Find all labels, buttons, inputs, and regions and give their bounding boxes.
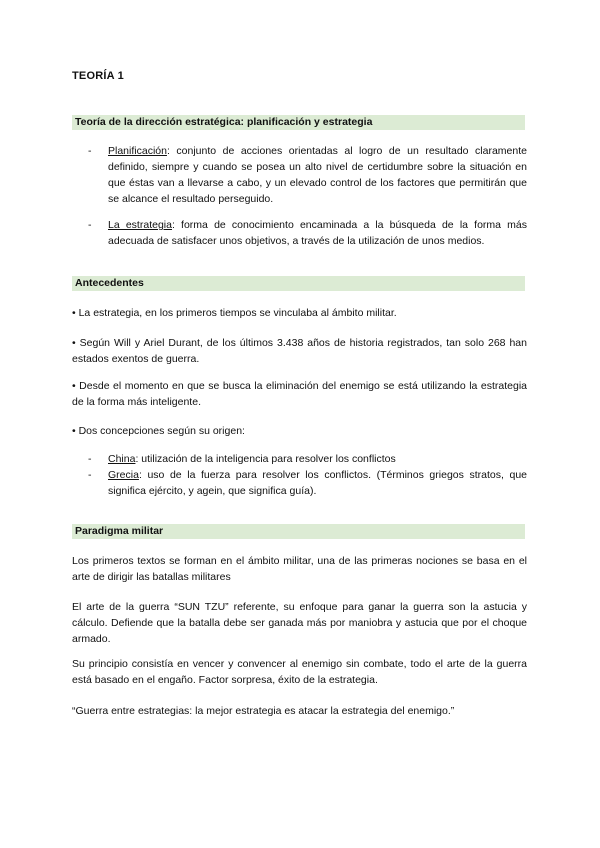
bullet-paragraph: • Dos concepciones según su origen: [72, 425, 245, 437]
document-title: TEORÍA 1 [72, 70, 124, 82]
definition-body [108, 217, 527, 249]
origin-item-china [88, 451, 527, 467]
origin-text: : utilización de la inteligencia para resolver los conflictos [135, 453, 396, 465]
definition-item-planificacion [88, 143, 527, 207]
origin-text: : uso de la fuerza para resolver los conflictos. (Términos griegos stratos, que significa ejército, y agein, que significa guía). [108, 469, 527, 497]
origin-item-grecia [88, 467, 527, 499]
definition-term: La estrategia [108, 219, 172, 231]
section-heading-paradigma: Paradigma militar [72, 524, 525, 539]
definition-text: : forma de conocimiento encaminada a la búsqueda de la forma más adecuada de satisfacer unos objetivos, a través de la utilización de unos medios. [108, 219, 527, 247]
origin-body [108, 451, 527, 467]
dash-marker: - [88, 145, 92, 157]
definition-term: Planificación [108, 145, 167, 157]
definition-text: : conjunto de acciones orientadas al logro de un resultado claramente definido, siempre y cuando se posea un alto nivel de certidumbre sobre la situación en que éstas van a llevarse a cabo, y un elevado control de los factores que permitirán que se alcance el resultado perseguido. [108, 145, 527, 205]
quote-paragraph: “Guerra entre estrategias: la mejor estrategia es atacar la estrategia del enemigo.” [72, 705, 455, 717]
bullet-paragraph: • La estrategia, en los primeros tiempos se vinculaba al ámbito militar. [72, 307, 397, 319]
dash-marker: - [88, 219, 92, 231]
section-heading-teoria: Teoría de la dirección estratégica: planificación y estrategia [72, 115, 525, 130]
origin-term: China [108, 453, 136, 465]
body-paragraph: El arte de la guerra “SUN TZU” referente, su enfoque para ganar la guerra son la astucia y cálculo. Defiende que la batalla debe ser ganada más por maniobra y astucia que por el choque armado. [72, 601, 527, 645]
bullet-paragraph: • Según Will y Ariel Durant, de los últimos 3.438 años de historia registrados, tan solo 268 han estados exentos de guerra. [72, 337, 527, 365]
bullet-paragraph: • Desde el momento en que se busca la eliminación del enemigo se está utilizando la estrategia de la forma más inteligente. [72, 380, 527, 408]
origin-body [108, 467, 527, 499]
dash-marker: - [88, 453, 92, 465]
dash-marker: - [88, 469, 92, 481]
origin-term: Grecia [108, 469, 139, 481]
section-heading-antecedentes: Antecedentes [72, 276, 525, 291]
body-paragraph: Su principio consistía en vencer y convencer al enemigo sin combate, todo el arte de la guerra está basado en el engaño. Factor sorpresa, éxito de la estrategia. [72, 658, 527, 686]
body-paragraph: Los primeros textos se forman en el ámbito militar, una de las primeras nociones se basa en el arte de dirigir las batallas militares [72, 555, 527, 583]
definition-body [108, 143, 527, 207]
definition-item-estrategia [88, 217, 527, 249]
